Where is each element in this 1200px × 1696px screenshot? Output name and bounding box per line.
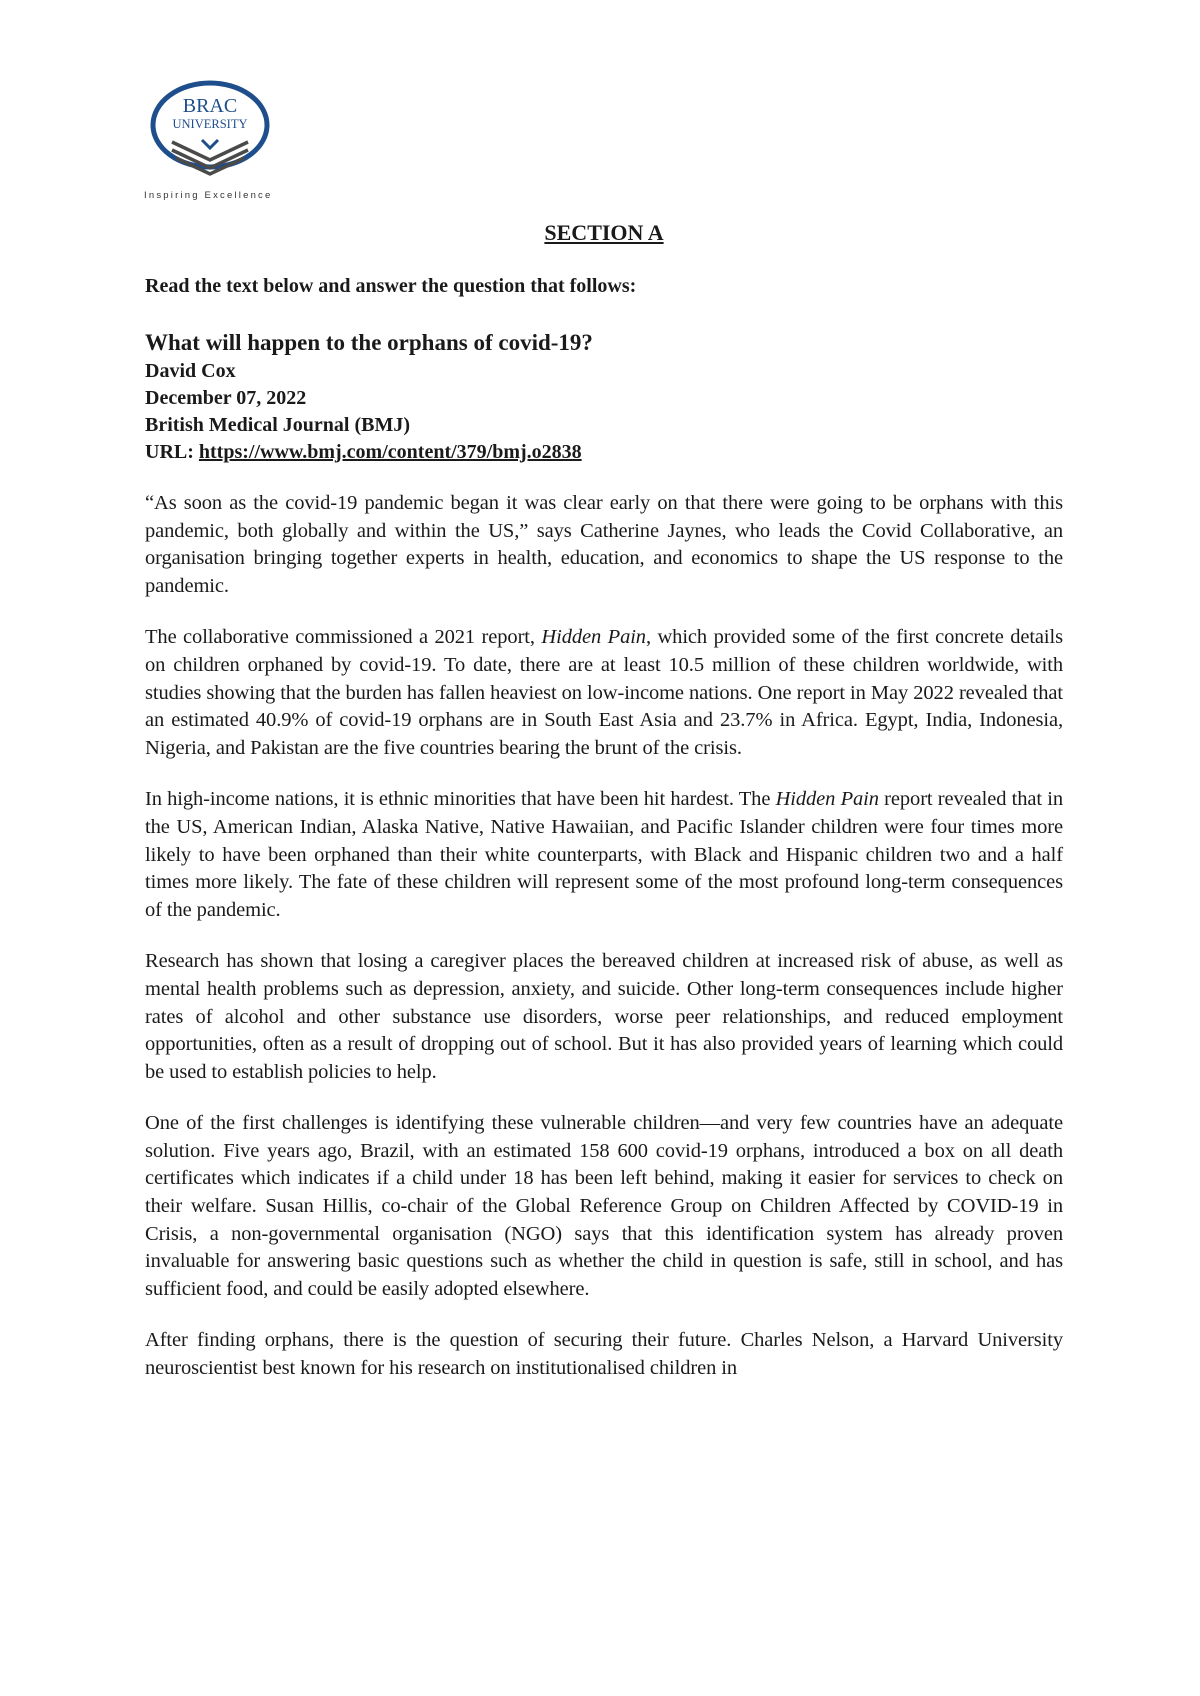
article-url-link[interactable]: https://www.bmj.com/content/379/bmj.o2838 — [198, 441, 582, 463]
url-label: URL: — [145, 441, 194, 463]
paragraph-5: One of the first challenges is identifying these vulnerable children—and very few countries have an adequate solution. Five years ago, Brazil, with an estimated 158 600 covid-19 orphans, introduced a box on all death certificates which indicates if a child under 18 has been left behind, making it easier for services to check on their welfare. Susan Hillis, co-chair of the Global Reference Group on Children Affected by COVID-19 in Crisis, a non-governmental organisation (NGO) says that this identification system has already proven invaluable for answering basic questions such as whether the child in question is safe, still in school, and has sufficient food, and could be easily adopted elsewhere. — [145, 1112, 1063, 1300]
report-title-italic: Hidden Pain — [775, 788, 879, 811]
article-title: What will happen to the orphans of covid-19? — [145, 330, 593, 355]
logo-tagline: Inspiring Excellence — [144, 190, 273, 201]
logo-name-line2: UNIVERSITY — [172, 117, 248, 131]
section-title: SECTION A — [544, 220, 664, 245]
logo-name-line1: BRAC — [182, 95, 238, 117]
brac-university-logo — [142, 80, 287, 210]
open-book-icon — [172, 140, 248, 174]
paragraph-3: In high-income nations, it is ethnic minorities that have been hit hardest. The Hidden Pain report revealed that in the US, American Indian, Alaska Native, Native Hawaiian, and Pacific Islander children were four times more likely to have been orphaned than their white counterparts, with Black and Hispanic children two and a half times more likely. The fate of these children will represent some of the most profound long-term consequences of the pandemic. — [145, 788, 1063, 921]
article-url-line — [145, 439, 1063, 466]
instruction-text: Read the text below and answer the question that follows: — [145, 275, 637, 297]
logo-emblem — [142, 80, 287, 210]
paragraph-4: Research has shown that losing a caregiver places the bereaved children at increased risk of abuse, as well as mental health problems such as depression, anxiety, and suicide. Other long-term consequences include higher rates of alcohol and other substance use disorders, worse peer relationships, and reduced employment opportunities, often as a result of dropping out of school. But it has also provided years of learning which could be used to establish policies to help. — [145, 950, 1063, 1083]
paragraph-2: The collaborative commissioned a 2021 report, Hidden Pain, which provided some of the first concrete details on children orphaned by covid-19. To date, there are at least 10.5 million of these children worldwide, with studies showing that the burden has fallen heaviest on low-income nations. One report in May 2022 revealed that an estimated 40.9% of covid-19 orphans are in South East Asia and 23.7% in Africa. Egypt, India, Indonesia, Nigeria, and Pakistan are the five countries bearing the brunt of the crisis. — [145, 626, 1064, 759]
paragraph-1: “As soon as the covid-19 pandemic began it was clear early on that there were going to be orphans with this pandemic, both globally and within the US,” says Catherine Jaynes, who leads the Covid Collaborative, an organisation bringing together experts in health, education, and economics to shape the US response to the pandemic. — [145, 492, 1063, 597]
document-body — [145, 218, 1063, 1407]
article-date: December 07, 2022 — [145, 387, 307, 409]
article-author: David Cox — [145, 360, 236, 382]
paragraph-6: After finding orphans, there is the question of securing their future. Charles Nelson, a Harvard University neuroscientist best known for his research on institutionalised children in — [145, 1329, 1063, 1380]
article-source: British Medical Journal (BMJ) — [145, 414, 410, 436]
article-paragraphs — [145, 490, 1063, 1383]
report-title-italic: Hidden Pain — [541, 626, 646, 649]
